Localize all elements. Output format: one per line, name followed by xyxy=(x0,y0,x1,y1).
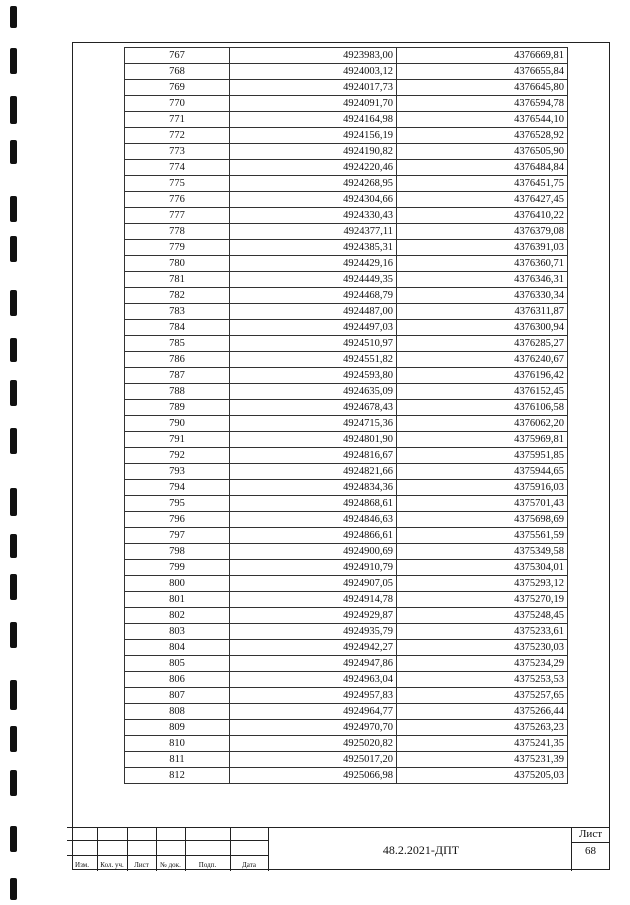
x-coordinate-cell: 4924304,66 xyxy=(230,192,397,208)
x-coordinate-cell: 4924164,98 xyxy=(230,112,397,128)
x-coordinate-cell: 4924866,61 xyxy=(230,528,397,544)
point-number-cell: 802 xyxy=(125,608,230,624)
table-row xyxy=(125,112,568,128)
x-coordinate-cell: 4924970,70 xyxy=(230,720,397,736)
y-coordinate-cell: 4375234,29 xyxy=(397,656,568,672)
stamp-label-list: Лист xyxy=(134,861,149,869)
y-coordinate-cell: 4376669,81 xyxy=(397,48,568,64)
table-row xyxy=(125,736,568,752)
point-number-cell: 794 xyxy=(125,480,230,496)
y-coordinate-cell: 4376391,03 xyxy=(397,240,568,256)
point-number-cell: 791 xyxy=(125,432,230,448)
table-row xyxy=(125,496,568,512)
x-coordinate-cell: 4924510,97 xyxy=(230,336,397,352)
y-coordinate-cell: 4375266,44 xyxy=(397,704,568,720)
point-number-cell: 787 xyxy=(125,368,230,384)
table-row xyxy=(125,768,568,784)
x-coordinate-cell: 4924942,27 xyxy=(230,640,397,656)
y-coordinate-cell: 4375698,69 xyxy=(397,512,568,528)
table-row xyxy=(125,592,568,608)
y-coordinate-cell: 4375701,43 xyxy=(397,496,568,512)
point-number-cell: 771 xyxy=(125,112,230,128)
y-coordinate-cell: 4375263,23 xyxy=(397,720,568,736)
y-coordinate-cell: 4376152,45 xyxy=(397,384,568,400)
point-number-cell: 778 xyxy=(125,224,230,240)
point-number-cell: 799 xyxy=(125,560,230,576)
y-coordinate-cell: 4375205,03 xyxy=(397,768,568,784)
y-coordinate-cell: 4376062,20 xyxy=(397,416,568,432)
table-row xyxy=(125,240,568,256)
stamp-label-kol-uch: Кол. уч. xyxy=(100,861,124,869)
point-number-cell: 803 xyxy=(125,624,230,640)
x-coordinate-cell: 4924635,09 xyxy=(230,384,397,400)
table-row xyxy=(125,432,568,448)
x-coordinate-cell: 4924947,86 xyxy=(230,656,397,672)
table-row xyxy=(125,48,568,64)
y-coordinate-cell: 4375257,65 xyxy=(397,688,568,704)
y-coordinate-cell: 4375233,61 xyxy=(397,624,568,640)
table-row xyxy=(125,64,568,80)
stamp-label-doc-number: № док. xyxy=(160,861,181,869)
y-coordinate-cell: 4376544,10 xyxy=(397,112,568,128)
y-coordinate-cell: 4375253,53 xyxy=(397,672,568,688)
point-number-cell: 795 xyxy=(125,496,230,512)
table-row xyxy=(125,352,568,368)
table-row xyxy=(125,224,568,240)
y-coordinate-cell: 4375230,03 xyxy=(397,640,568,656)
table-row xyxy=(125,640,568,656)
y-coordinate-cell: 4375951,85 xyxy=(397,448,568,464)
point-number-cell: 812 xyxy=(125,768,230,784)
point-number-cell: 773 xyxy=(125,144,230,160)
y-coordinate-cell: 4376240,67 xyxy=(397,352,568,368)
y-coordinate-cell: 4376655,84 xyxy=(397,64,568,80)
sheet-label: Лист xyxy=(571,827,610,843)
x-coordinate-cell: 4924468,79 xyxy=(230,288,397,304)
y-coordinate-cell: 4375349,58 xyxy=(397,544,568,560)
x-coordinate-cell: 4924487,00 xyxy=(230,304,397,320)
table-row xyxy=(125,368,568,384)
y-coordinate-cell: 4375248,45 xyxy=(397,608,568,624)
sheet-number: 68 xyxy=(585,845,596,857)
x-coordinate-cell: 4924963,04 xyxy=(230,672,397,688)
x-coordinate-cell: 4924091,70 xyxy=(230,96,397,112)
y-coordinate-cell: 4376451,75 xyxy=(397,176,568,192)
point-number-cell: 793 xyxy=(125,464,230,480)
point-number-cell: 809 xyxy=(125,720,230,736)
x-coordinate-cell: 4924190,82 xyxy=(230,144,397,160)
y-coordinate-cell: 4375304,01 xyxy=(397,560,568,576)
table-row xyxy=(125,448,568,464)
stamp-label-data: Дата xyxy=(242,861,256,869)
x-coordinate-cell: 4924551,82 xyxy=(230,352,397,368)
point-number-cell: 785 xyxy=(125,336,230,352)
document-number: 48.2.2021-ДПТ xyxy=(382,843,460,857)
x-coordinate-cell: 4924156,19 xyxy=(230,128,397,144)
point-number-cell: 775 xyxy=(125,176,230,192)
x-coordinate-cell: 4924593,80 xyxy=(230,368,397,384)
point-number-cell: 779 xyxy=(125,240,230,256)
point-number-cell: 780 xyxy=(125,256,230,272)
table-row xyxy=(125,288,568,304)
y-coordinate-cell: 4375293,12 xyxy=(397,576,568,592)
table-row xyxy=(125,320,568,336)
point-number-cell: 800 xyxy=(125,576,230,592)
point-number-cell: 769 xyxy=(125,80,230,96)
binding-holes xyxy=(8,0,22,905)
x-coordinate-cell: 4924003,12 xyxy=(230,64,397,80)
table-row xyxy=(125,512,568,528)
y-coordinate-cell: 4376427,45 xyxy=(397,192,568,208)
x-coordinate-cell: 4924816,67 xyxy=(230,448,397,464)
table-row xyxy=(125,128,568,144)
table-row xyxy=(125,400,568,416)
y-coordinate-cell: 4375231,39 xyxy=(397,752,568,768)
y-coordinate-cell: 4376645,80 xyxy=(397,80,568,96)
stamp-label-izm: Изм. xyxy=(75,861,89,869)
x-coordinate-cell: 4924914,78 xyxy=(230,592,397,608)
table-row xyxy=(125,304,568,320)
table-row xyxy=(125,480,568,496)
point-number-cell: 777 xyxy=(125,208,230,224)
x-coordinate-cell: 4924268,95 xyxy=(230,176,397,192)
point-number-cell: 767 xyxy=(125,48,230,64)
x-coordinate-cell: 4924834,36 xyxy=(230,480,397,496)
point-number-cell: 804 xyxy=(125,640,230,656)
point-number-cell: 792 xyxy=(125,448,230,464)
table-row xyxy=(125,96,568,112)
point-number-cell: 770 xyxy=(125,96,230,112)
y-coordinate-cell: 4375969,81 xyxy=(397,432,568,448)
x-coordinate-cell: 4924715,36 xyxy=(230,416,397,432)
table-row xyxy=(125,720,568,736)
point-number-cell: 789 xyxy=(125,400,230,416)
x-coordinate-cell: 4923983,00 xyxy=(230,48,397,64)
table-row xyxy=(125,256,568,272)
x-coordinate-cell: 4924907,05 xyxy=(230,576,397,592)
table-row xyxy=(125,176,568,192)
point-number-cell: 798 xyxy=(125,544,230,560)
table-row xyxy=(125,416,568,432)
table-row xyxy=(125,144,568,160)
table-row xyxy=(125,656,568,672)
table-row xyxy=(125,608,568,624)
table-row xyxy=(125,704,568,720)
y-coordinate-cell: 4376346,31 xyxy=(397,272,568,288)
x-coordinate-cell: 4924497,03 xyxy=(230,320,397,336)
x-coordinate-cell: 4924868,61 xyxy=(230,496,397,512)
point-number-cell: 811 xyxy=(125,752,230,768)
point-number-cell: 783 xyxy=(125,304,230,320)
y-coordinate-cell: 4375944,65 xyxy=(397,464,568,480)
coordinate-table xyxy=(124,47,568,784)
point-number-cell: 774 xyxy=(125,160,230,176)
point-number-cell: 797 xyxy=(125,528,230,544)
x-coordinate-cell: 4924964,77 xyxy=(230,704,397,720)
x-coordinate-cell: 4924935,79 xyxy=(230,624,397,640)
table-row xyxy=(125,576,568,592)
y-coordinate-cell: 4376300,94 xyxy=(397,320,568,336)
y-coordinate-cell: 4376410,22 xyxy=(397,208,568,224)
y-coordinate-cell: 4376379,08 xyxy=(397,224,568,240)
x-coordinate-cell: 4924900,69 xyxy=(230,544,397,560)
x-coordinate-cell: 4924910,79 xyxy=(230,560,397,576)
y-coordinate-cell: 4376330,34 xyxy=(397,288,568,304)
x-coordinate-cell: 4924429,16 xyxy=(230,256,397,272)
y-coordinate-cell: 4376594,78 xyxy=(397,96,568,112)
y-coordinate-cell: 4376106,58 xyxy=(397,400,568,416)
point-number-cell: 801 xyxy=(125,592,230,608)
table-row xyxy=(125,272,568,288)
point-number-cell: 796 xyxy=(125,512,230,528)
table-row xyxy=(125,384,568,400)
y-coordinate-cell: 4376285,27 xyxy=(397,336,568,352)
x-coordinate-cell: 4924377,11 xyxy=(230,224,397,240)
y-coordinate-cell: 4375270,19 xyxy=(397,592,568,608)
table-row xyxy=(125,544,568,560)
table-row xyxy=(125,80,568,96)
table-row xyxy=(125,624,568,640)
x-coordinate-cell: 4924678,43 xyxy=(230,400,397,416)
table-row xyxy=(125,672,568,688)
point-number-cell: 772 xyxy=(125,128,230,144)
x-coordinate-cell: 4924846,63 xyxy=(230,512,397,528)
y-coordinate-cell: 4376505,90 xyxy=(397,144,568,160)
point-number-cell: 790 xyxy=(125,416,230,432)
point-number-cell: 806 xyxy=(125,672,230,688)
point-number-cell: 805 xyxy=(125,656,230,672)
point-number-cell: 807 xyxy=(125,688,230,704)
stamp-label-podp: Подп. xyxy=(198,861,217,869)
table-row xyxy=(125,464,568,480)
table-row xyxy=(125,688,568,704)
x-coordinate-cell: 4924821,66 xyxy=(230,464,397,480)
x-coordinate-cell: 4924449,35 xyxy=(230,272,397,288)
x-coordinate-cell: 4924929,87 xyxy=(230,608,397,624)
x-coordinate-cell: 4924220,46 xyxy=(230,160,397,176)
x-coordinate-cell: 4924801,90 xyxy=(230,432,397,448)
point-number-cell: 810 xyxy=(125,736,230,752)
y-coordinate-cell: 4376484,84 xyxy=(397,160,568,176)
x-coordinate-cell: 4925066,98 xyxy=(230,768,397,784)
x-coordinate-cell: 4924957,83 xyxy=(230,688,397,704)
x-coordinate-cell: 4924330,43 xyxy=(230,208,397,224)
y-coordinate-cell: 4375241,35 xyxy=(397,736,568,752)
point-number-cell: 808 xyxy=(125,704,230,720)
y-coordinate-cell: 4376196,42 xyxy=(397,368,568,384)
point-number-cell: 768 xyxy=(125,64,230,80)
y-coordinate-cell: 4375561,59 xyxy=(397,528,568,544)
y-coordinate-cell: 4376360,71 xyxy=(397,256,568,272)
table-row xyxy=(125,752,568,768)
table-row xyxy=(125,560,568,576)
x-coordinate-cell: 4924017,73 xyxy=(230,80,397,96)
table-row xyxy=(125,528,568,544)
y-coordinate-cell: 4376311,87 xyxy=(397,304,568,320)
table-row xyxy=(125,192,568,208)
y-coordinate-cell: 4376528,92 xyxy=(397,128,568,144)
y-coordinate-cell: 4375916,03 xyxy=(397,480,568,496)
point-number-cell: 786 xyxy=(125,352,230,368)
x-coordinate-cell: 4925017,20 xyxy=(230,752,397,768)
table-row xyxy=(125,336,568,352)
point-number-cell: 782 xyxy=(125,288,230,304)
point-number-cell: 784 xyxy=(125,320,230,336)
table-row xyxy=(125,208,568,224)
point-number-cell: 788 xyxy=(125,384,230,400)
point-number-cell: 776 xyxy=(125,192,230,208)
x-coordinate-cell: 4924385,31 xyxy=(230,240,397,256)
table-row xyxy=(125,160,568,176)
x-coordinate-cell: 4925020,82 xyxy=(230,736,397,752)
point-number-cell: 781 xyxy=(125,272,230,288)
